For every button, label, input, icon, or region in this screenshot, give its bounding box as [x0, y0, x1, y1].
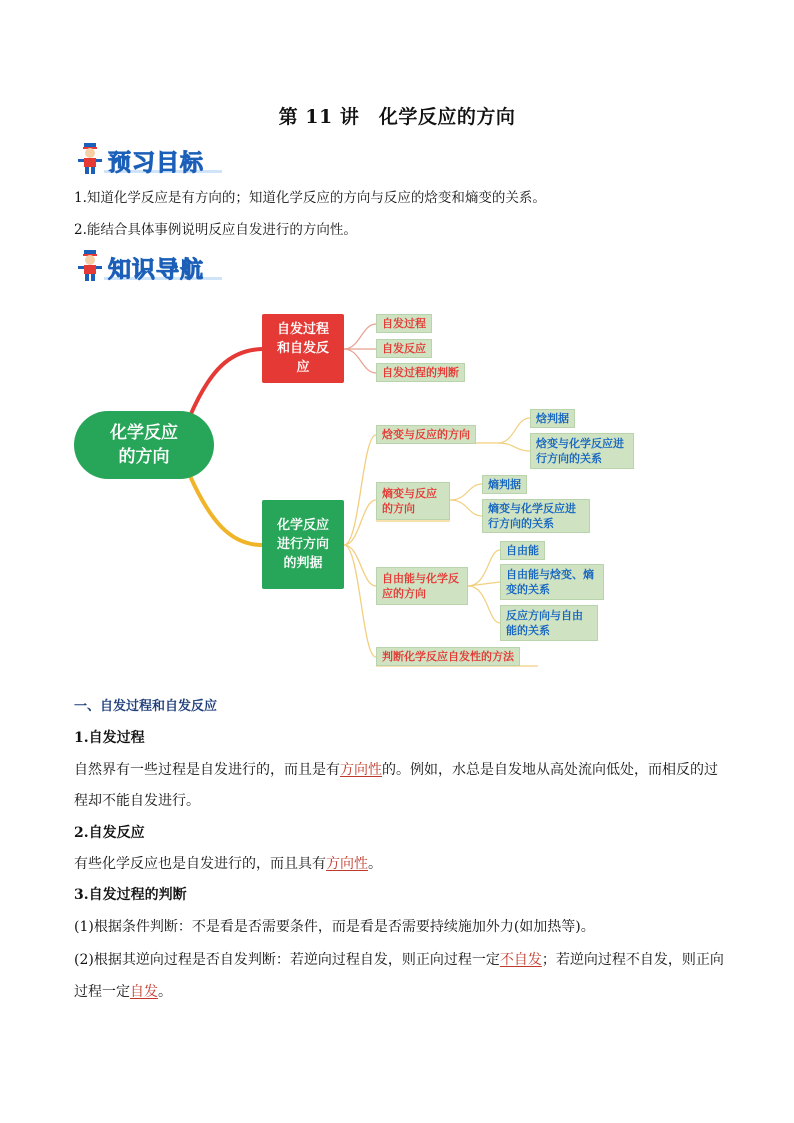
leaf-spontaneous-judgment: 自发过程的判断 [376, 363, 465, 382]
paragraph-3-line-1: (1)根据条件判断：不是看是否需要条件，而是看是否需要持续施加外力(如加热等)。 [74, 919, 595, 935]
paragraph-3-line-3: 过程一定自发。 [74, 984, 172, 1000]
nav-banner-title: 知识导航 [108, 257, 204, 283]
fill-blank: 自发 [130, 984, 158, 1000]
paragraph-2: 有些化学反应也是自发进行的，而且具有方向性。 [74, 856, 382, 872]
branch-criteria: 化学反应进行方向的判据 [262, 500, 344, 589]
fill-blank: 方向性 [340, 762, 382, 778]
paragraph-1-line-2: 程却不能自发进行。 [74, 793, 200, 809]
item-free-energy-direction: 自由能与化学反应的方向 [376, 567, 468, 605]
sub-free-energy: 自由能 [500, 541, 545, 560]
page-title: 第 11 讲 化学反应的方向 [278, 106, 516, 128]
subsection-title-2: 2.自发反应 [74, 825, 145, 841]
sub-enthalpy-relation: 焓变与化学反应进行方向的关系 [530, 433, 634, 469]
goals-banner-title: 预习目标 [108, 150, 204, 176]
leaf-spontaneous-process: 自发过程 [376, 314, 432, 333]
sub-enthalpy-criterion: 焓判据 [530, 409, 575, 428]
subsection-title-1: 1.自发过程 [74, 730, 145, 746]
branch-spontaneous: 自发过程和自发反应 [262, 314, 344, 383]
sub-free-energy-relation: 自由能与焓变、熵变的关系 [500, 564, 604, 600]
fill-blank: 不自发 [499, 952, 542, 968]
item-enthalpy-direction: 焓变与反应的方向 [376, 425, 476, 444]
item-entropy-direction: 熵变与反应的方向 [376, 482, 450, 520]
paragraph-3-line-2: (2)根据其逆向过程是否自发判断：若逆向过程自发，则正向过程一定不自发；若逆向过程不自发，则正向 [74, 952, 724, 968]
item-judgment-method: 判断化学反应自发性的方法 [376, 647, 520, 666]
section-heading: 一、自发过程和自发反应 [74, 699, 218, 714]
sub-direction-free-energy: 反应方向与自由能的关系 [500, 605, 598, 641]
goal-line-1: 1.知道化学反应是有方向的；知道化学反应的方向与反应的焓变和熵变的关系。 [74, 190, 546, 206]
goal-line-2: 2.能结合具体事例说明反应自发进行的方向性。 [74, 222, 357, 238]
sub-entropy-relation: 熵变与化学反应进行方向的关系 [482, 499, 590, 533]
subsection-title-3: 3.自发过程的判断 [74, 887, 187, 903]
paragraph-1-line-1: 自然界有一些过程是自发进行的，而且是有方向性的。例如，水总是自发地从高处流向低处，而相反的过 [74, 762, 718, 778]
leaf-spontaneous-reaction: 自发反应 [376, 339, 432, 358]
mindmap-root: 化学反应的方向 [74, 411, 214, 479]
sub-entropy-criterion: 熵判据 [482, 475, 527, 494]
fill-blank: 方向性 [326, 856, 368, 872]
